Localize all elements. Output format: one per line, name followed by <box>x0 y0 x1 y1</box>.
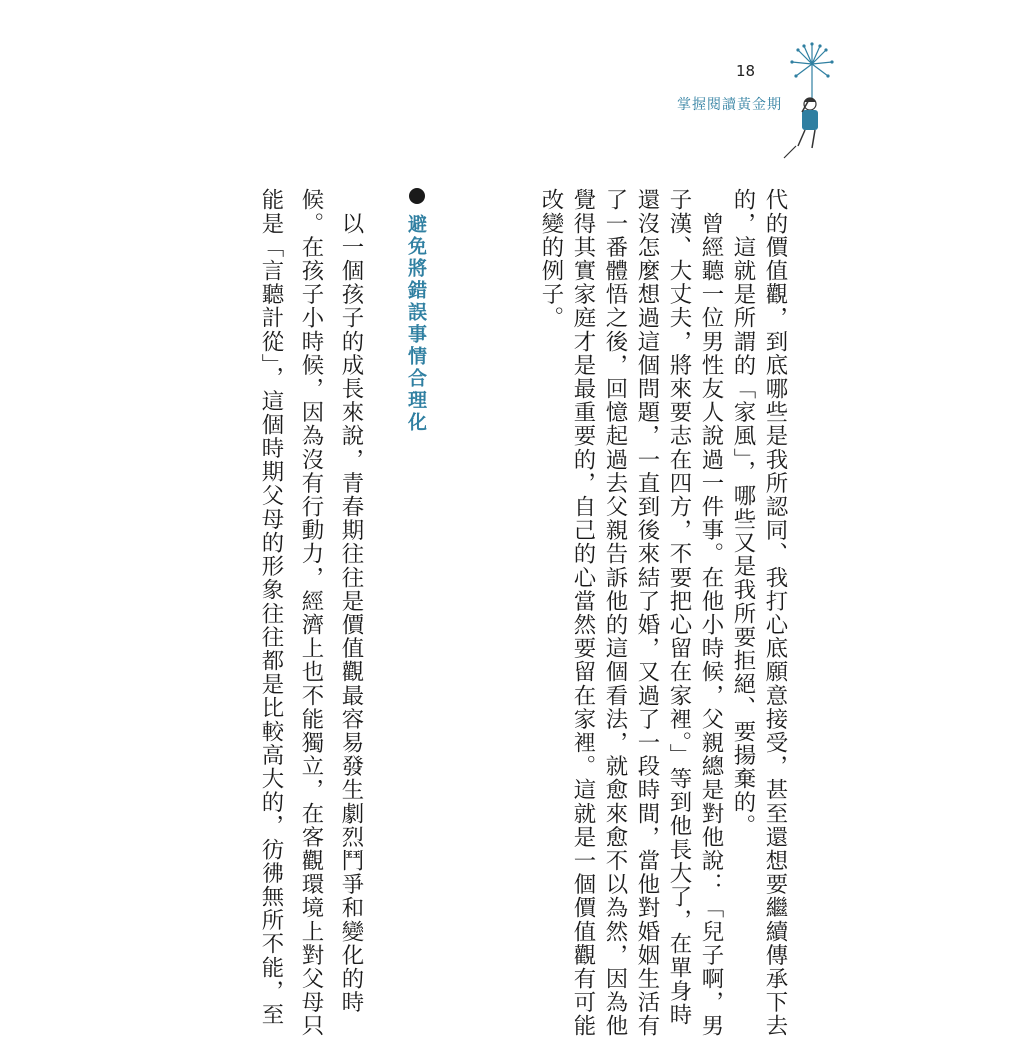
section-bullet <box>409 188 425 204</box>
running-title: 掌握閱讀黃金期 <box>677 97 782 113</box>
text-column: 改變的例子。 <box>538 188 564 330</box>
text-column: 代的價值觀，到底哪些是我所認同、我打心底願意接受，甚至還想要繼續傳承下去 <box>762 188 788 1038</box>
section-heading: 避免將錯誤事情合理化 <box>405 214 427 434</box>
text-column: 子漢、大丈夫，將來要志在四方，不要把心留在家裡。」等到他長大了，在單身時 <box>666 188 692 1027</box>
body-text <box>240 180 790 1038</box>
text-column: 了一番體悟之後，回憶起過去父親告訴他的這個看法，就愈來愈不以為然，因為他 <box>602 188 628 1038</box>
text-column: 候。在孩子小時候，因為沒有行動力，經濟上也不能獨立，在客觀環境上對父母只 <box>298 188 324 1038</box>
page-number: 18 <box>736 62 756 80</box>
text-column: 還沒怎麼想過這個問題，一直到後來結了婚，又過了一段時間，當他對婚姻生活有 <box>634 188 660 1038</box>
text-column: 能是「言聽計從」，這個時期父母的形象往往都是比較高大的，彷彿無所不能，至 <box>258 188 284 1027</box>
dandelion-child-icon <box>780 42 840 162</box>
text-column: 的，這就是所謂的「家風」，哪些又是我所要拒絕、要揚棄的。 <box>730 188 756 838</box>
text-column: 覺得其實家庭才是最重要的，自己的心當然要留在家裡。這就是一個價值觀有可能 <box>570 188 596 1038</box>
text-column: 以一個孩子的成長來說，青春期往往是價值觀最容易發生劇烈鬥爭和變化的時 <box>338 188 364 1014</box>
text-column: 曾經聽一位男性友人說過一件事。在他小時候，父親總是對他說：「兒子啊，男 <box>698 188 724 1038</box>
